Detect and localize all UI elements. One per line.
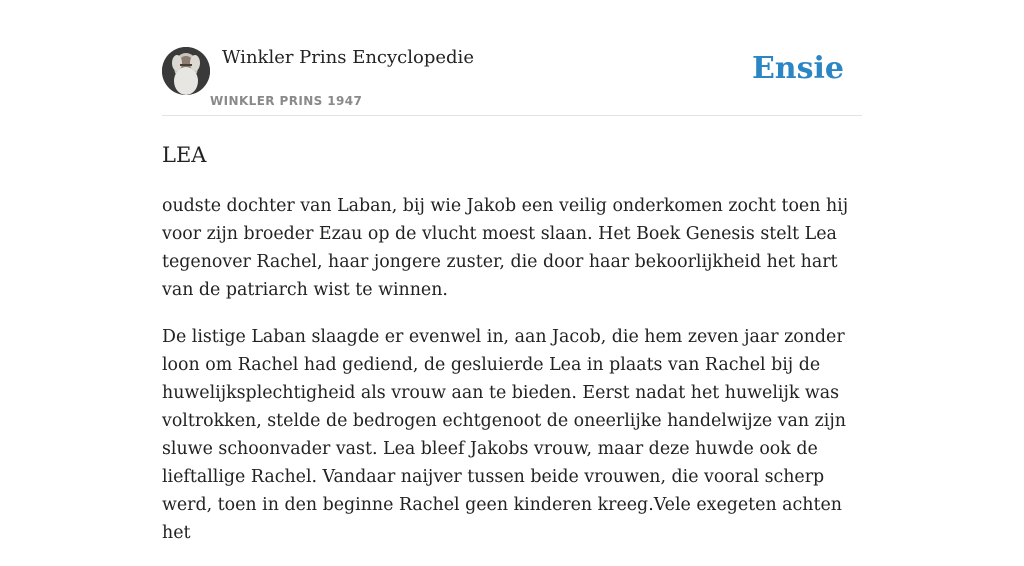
bearded-man-portrait-icon: [162, 47, 210, 95]
page-container: [162, 0, 862, 543]
source-title-link[interactable]: Winkler Prins Encyclopedie: [222, 47, 474, 68]
brand-logo[interactable]: Ensie: [751, 51, 844, 86]
entry-paragraph: De listige Laban slaagde er evenwel in, aan Jacob, die hem zeven jaar zonder loon om Rachel had gediend, de gesluierde Lea in plaats van Rachel bij de huwelijksplechtigheid als vrouw aan te bieden. Eerst nadat het huwelijk was voltrokken, stelde de bedrogen echtgenoot de oneerlijke handelwijze van zijn sluwe schoonvader vast. Lea bleef Jakobs vrouw, maar deze huwde ook de lieftallige Rachel. Vandaar naijver tussen beide vrouwen, die vooral scherp werd, toen in den beginne Rachel geen kinderen kreeg.Vele exegeten achten het: [162, 327, 846, 543]
source-avatar[interactable]: [162, 47, 210, 95]
entry-title: LEA: [162, 143, 207, 167]
source-edition: WINKLER PRINS 1947: [210, 94, 363, 108]
entry-paragraph: oudste dochter van Laban, bij wie Jakob een veilig onderkomen zocht toen hij voor zijn broeder Ezau op de vlucht moest slaan. Het Boek Genesis stelt Lea tegenover Rachel, haar jongere zuster, die door haar bekoorlijkheid het hart van de patriarch wist te winnen.: [162, 196, 849, 300]
entry-body: [162, 192, 862, 566]
source-header: [162, 0, 862, 116]
